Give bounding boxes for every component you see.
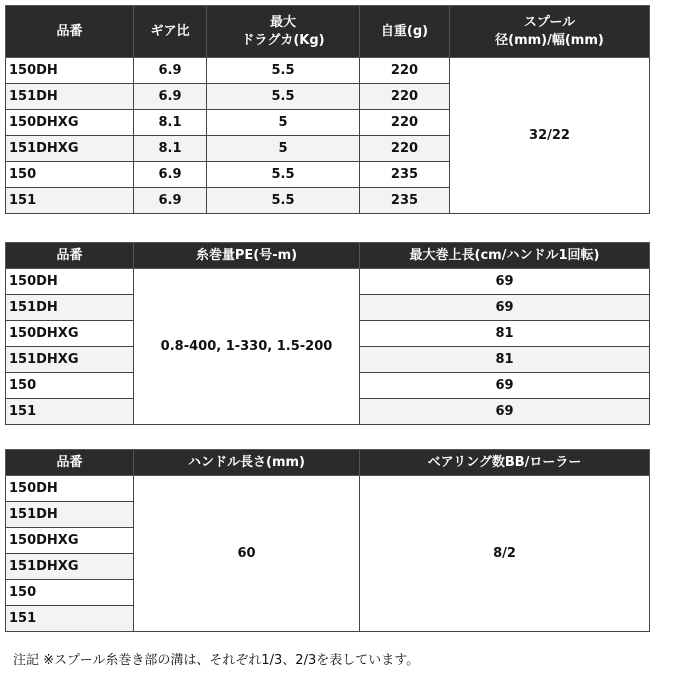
col-header-bearings: ベアリング数BB/ローラー <box>360 450 650 476</box>
model-cell: 150 <box>6 162 134 188</box>
max-drag-cell: 5 <box>207 136 360 162</box>
spec-table-gear <box>5 5 650 214</box>
model-cell: 151 <box>6 606 134 632</box>
model-cell: 150DHXG <box>6 528 134 554</box>
gear-ratio-cell: 6.9 <box>134 84 207 110</box>
max-retrieve-cell: 69 <box>360 295 650 321</box>
max-drag-cell: 5.5 <box>207 58 360 84</box>
col-header-model: 品番 <box>6 6 134 58</box>
max-retrieve-cell: 81 <box>360 321 650 347</box>
bearings-cell: 8/2 <box>360 476 650 632</box>
spool-line2: 径(mm)/幅(mm) <box>495 32 604 48</box>
spool-cell: 32/22 <box>450 58 650 214</box>
table-header-row <box>6 243 650 269</box>
model-cell: 151DHXG <box>6 136 134 162</box>
spool-line1: スプール <box>523 14 576 30</box>
gear-ratio-cell: 6.9 <box>134 58 207 84</box>
table-header-row <box>6 450 650 476</box>
max-retrieve-cell: 81 <box>360 347 650 373</box>
model-cell: 151DH <box>6 84 134 110</box>
col-header-line-capacity: 糸巻量PE(号-m) <box>134 243 360 269</box>
col-header-gear-ratio: ギア比 <box>134 6 207 58</box>
max-drag-cell: 5.5 <box>207 188 360 214</box>
weight-cell: 220 <box>360 136 450 162</box>
table-row <box>6 269 650 295</box>
model-cell: 151 <box>6 188 134 214</box>
col-header-model: 品番 <box>6 450 134 476</box>
model-cell: 150DH <box>6 58 134 84</box>
weight-cell: 220 <box>360 84 450 110</box>
line-capacity-cell: 0.8-400, 1-330, 1.5-200 <box>134 269 360 425</box>
spec-table-handle <box>5 449 650 632</box>
handle-length-cell: 60 <box>134 476 360 632</box>
max-drag-cell: 5 <box>207 110 360 136</box>
model-cell: 150DHXG <box>6 110 134 136</box>
model-cell: 150 <box>6 580 134 606</box>
weight-cell: 235 <box>360 188 450 214</box>
max-retrieve-cell: 69 <box>360 399 650 425</box>
weight-cell: 235 <box>360 162 450 188</box>
weight-cell: 220 <box>360 58 450 84</box>
model-cell: 151 <box>6 399 134 425</box>
col-header-weight: 自重(g) <box>360 6 450 58</box>
model-cell: 151DH <box>6 295 134 321</box>
col-header-max-drag <box>207 6 360 58</box>
gear-ratio-cell: 6.9 <box>134 162 207 188</box>
model-cell: 150 <box>6 373 134 399</box>
col-header-max-retrieve: 最大巻上長(cm/ハンドル1回転) <box>360 243 650 269</box>
col-header-spool <box>450 6 650 58</box>
model-cell: 151DH <box>6 502 134 528</box>
model-cell: 150DHXG <box>6 321 134 347</box>
footnote: 注記 ※スプール糸巻き部の溝は、それぞれ1/3、2/3を表しています。 <box>13 653 420 668</box>
weight-cell: 220 <box>360 110 450 136</box>
gear-ratio-cell: 8.1 <box>134 110 207 136</box>
model-cell: 151DHXG <box>6 554 134 580</box>
max-drag-cell: 5.5 <box>207 162 360 188</box>
gear-ratio-cell: 8.1 <box>134 136 207 162</box>
max-drag-line1: 最大 <box>269 14 296 30</box>
col-header-model: 品番 <box>6 243 134 269</box>
model-cell: 150DH <box>6 476 134 502</box>
model-cell: 151DHXG <box>6 347 134 373</box>
max-drag-line2: ドラグカ(Kg) <box>241 32 325 48</box>
table-row <box>6 58 650 84</box>
gear-ratio-cell: 6.9 <box>134 188 207 214</box>
max-drag-cell: 5.5 <box>207 84 360 110</box>
max-retrieve-cell: 69 <box>360 373 650 399</box>
max-retrieve-cell: 69 <box>360 269 650 295</box>
table-header-row <box>6 6 650 58</box>
model-cell: 150DH <box>6 269 134 295</box>
table-row <box>6 476 650 502</box>
spec-table-line <box>5 242 650 425</box>
col-header-handle-length: ハンドル長さ(mm) <box>134 450 360 476</box>
